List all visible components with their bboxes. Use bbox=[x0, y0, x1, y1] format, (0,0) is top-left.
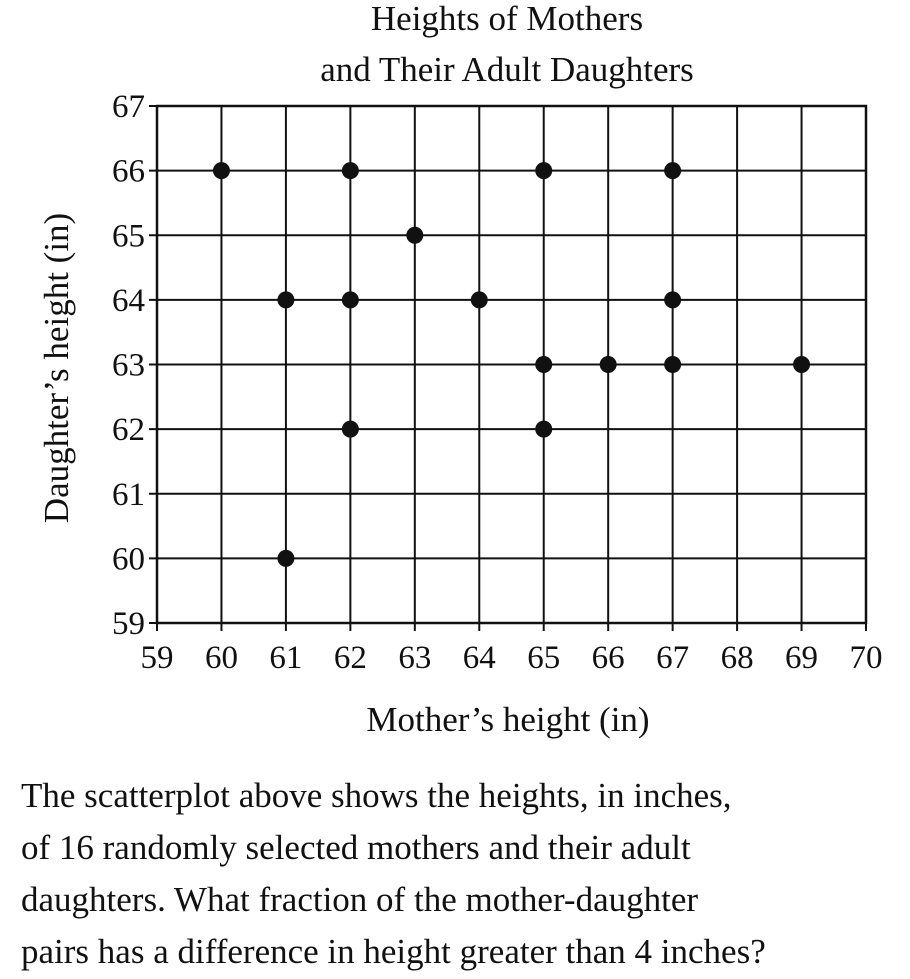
data-point bbox=[535, 356, 552, 373]
data-point bbox=[406, 227, 423, 244]
data-point bbox=[277, 550, 294, 567]
data-point bbox=[342, 421, 359, 438]
data-point bbox=[342, 162, 359, 179]
y-tick-label: 62 bbox=[112, 412, 145, 449]
data-point bbox=[535, 421, 552, 438]
data-point bbox=[664, 162, 681, 179]
data-point bbox=[793, 356, 810, 373]
y-tick-label: 65 bbox=[112, 218, 145, 255]
data-point bbox=[600, 356, 617, 373]
data-point bbox=[342, 291, 359, 308]
x-tick-label: 61 bbox=[269, 640, 303, 676]
x-tick-label: 65 bbox=[527, 640, 561, 676]
y-axis-ticks bbox=[112, 89, 157, 642]
x-tick-label: 70 bbox=[849, 640, 883, 676]
data-point bbox=[664, 291, 681, 308]
x-tick-label: 60 bbox=[204, 640, 238, 676]
y-tick-label: 67 bbox=[112, 89, 145, 125]
chart-title-line-1: Heights of Mothers bbox=[370, 0, 644, 38]
y-tick-label: 59 bbox=[112, 606, 145, 642]
y-tick-label: 66 bbox=[112, 153, 145, 190]
question-line-4: pairs has a difference in height greater than 4 inches? bbox=[21, 932, 766, 971]
y-axis-label: Daughter’s height (in) bbox=[37, 212, 76, 524]
question-text bbox=[21, 770, 901, 978]
y-tick-label: 63 bbox=[112, 347, 145, 384]
question-line-1: The scatterplot above shows the heights, in inches, bbox=[21, 776, 732, 815]
x-tick-label: 66 bbox=[591, 640, 625, 676]
grid bbox=[157, 106, 866, 623]
x-tick-label: 62 bbox=[333, 640, 367, 676]
x-tick-label: 63 bbox=[398, 640, 432, 676]
data-point bbox=[213, 162, 230, 179]
data-point bbox=[277, 291, 294, 308]
x-tick-label: 69 bbox=[785, 640, 819, 676]
data-point bbox=[535, 162, 552, 179]
x-tick-label: 67 bbox=[656, 640, 690, 676]
x-tick-label: 59 bbox=[140, 640, 174, 676]
x-axis-ticks bbox=[141, 623, 883, 676]
question-line-2: of 16 randomly selected mothers and their adult bbox=[21, 828, 691, 867]
data-point bbox=[664, 356, 681, 373]
y-tick-label: 64 bbox=[112, 282, 145, 319]
x-tick-label: 68 bbox=[720, 640, 754, 676]
chart-title-line-2: and Their Adult Daughters bbox=[320, 50, 694, 89]
y-tick-label: 61 bbox=[112, 476, 145, 513]
data-point bbox=[471, 291, 488, 308]
x-axis-label: Mother’s height (in) bbox=[366, 700, 650, 739]
x-tick-label: 64 bbox=[462, 640, 496, 676]
question-line-3: daughters. What fraction of the mother-daughter bbox=[21, 880, 699, 919]
y-tick-label: 60 bbox=[112, 541, 145, 578]
